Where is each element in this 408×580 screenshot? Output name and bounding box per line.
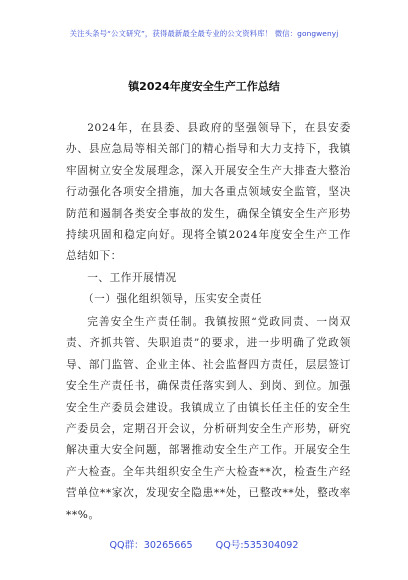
subsection-heading-1: （一）强化组织领导，压实安全责任 — [82, 293, 263, 305]
section-heading-1: 一、工作开展情况 — [87, 272, 177, 284]
footer-qq-number: QQ号:535304092 — [215, 540, 299, 551]
intro-paragraph: 2024年，在县委、县政府的坚强领导下，在县安委办、县应急局等相关部门的精心指导和大力支持下，我镇牢固树立安全发展理念，深入开展安全生产大排查大整治行动强化各项安全措施，加大各重点领域安全监管，坚决防范和遏制各类安全事故的发生，确保全镇安全生产形势持续巩固和稳定向好。现将全镇2024年度安全生产工作总结如下： — [66, 122, 351, 263]
header-banner: 关注头条号“公文研究”，获得最新最全最专业的公文资料库！ 微信：gongwenyj — [69, 29, 339, 38]
footer-contact — [0, 537, 408, 551]
document-title: 镇2024年度安全生产工作总结 — [128, 80, 280, 93]
footer-qq-group: QQ群：30265665 — [109, 540, 193, 551]
body-paragraph-1: 完善安全生产责任制。我镇按照“党政同责、一岗双责、齐抓共管、失职追责”的要求，进一步明确了党政领导、部门监管、企业主体、社会监督四方责任，层层签订安全生产责任书，确保责任落实到人、到岗、到位。加强安全生产委员会建设。我镇成立了由镇长任主任的安全生产委员会，定期召开会议，分析研判安全生产形势，研究解决重大安全问题，部署推动安全生产工作。开展安全生产大检查。全年共组织安全生产大检查**次，检查生产经营单位**家次，发现安全隐患**处，已整改**处，整改率**%。 — [66, 316, 351, 521]
